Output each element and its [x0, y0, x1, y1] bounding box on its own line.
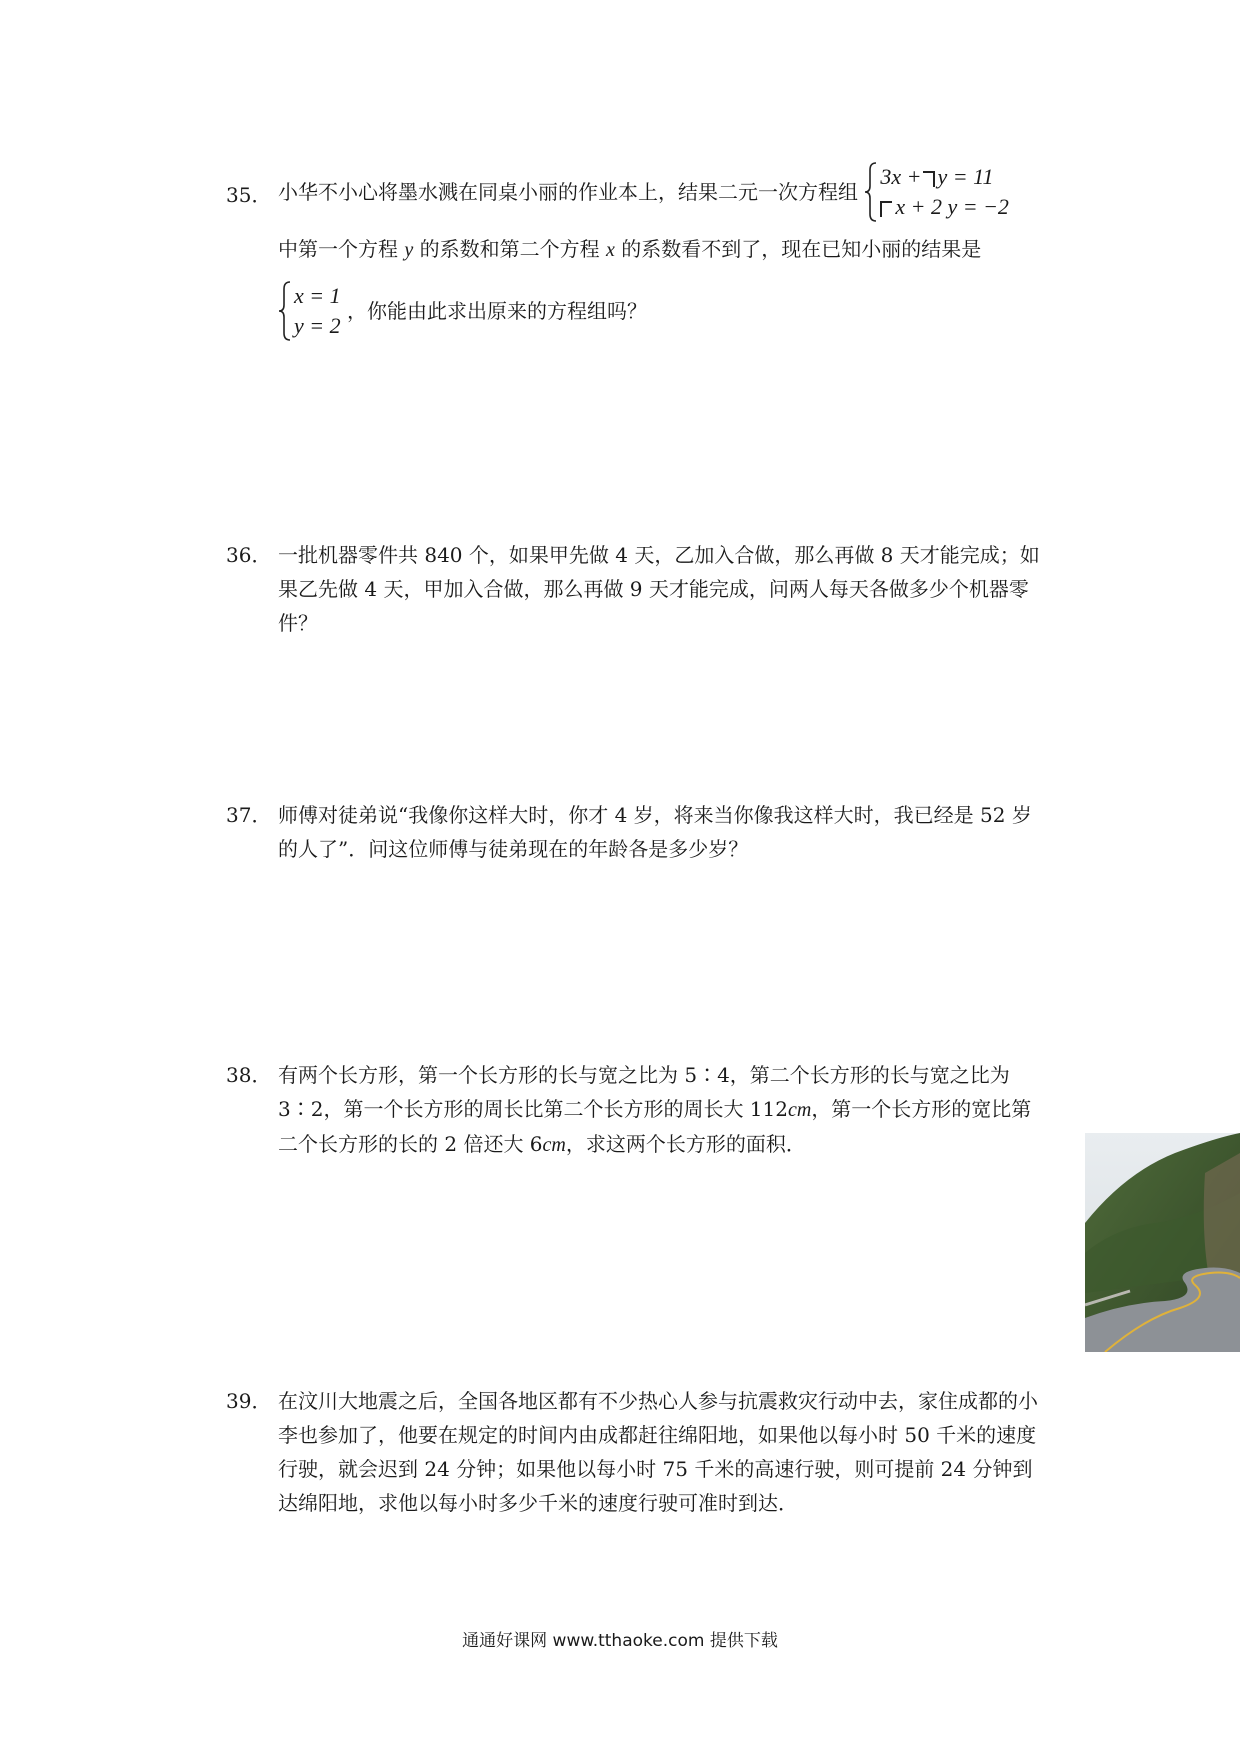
- problem-line: [278, 162, 1046, 228]
- road-image-icon: [1085, 1133, 1240, 1352]
- problem-text: 在汶川大地震之后，全国各地区都有不少热心人参与抗震救灾行动中去，家住成都的小李也参加了，他要在规定的时间内由成都赶往绵阳地，如果他以每小时 50 千米的速度行驶，就会迟到 24 分钟；如果他以每小时 75 千米的高速行驶，则可提前 24 分钟到达绵阳地，求他以每小时多少千米的速度行驶可准时到达．: [278, 1389, 1038, 1515]
- equation-part: y = 11: [937, 164, 994, 189]
- problem-text: ，求这两个长方形的面积．: [565, 1132, 806, 1156]
- problem-text: 师傅对徒弟说“我像你这样大时，你才 4 岁，将来当你像我这样大时，我已经是 52 岁的人了”．问这位师傅与徒弟现在的年龄各是多少岁？: [278, 803, 1032, 861]
- problem-35: [226, 162, 1046, 347]
- problem-number: 37．: [226, 803, 272, 827]
- ink-stain-mark: [923, 171, 935, 187]
- problem-text: 一批机器零件共 840 个，如果甲先做 4 天，乙加入合做，那么再做 8 天才能完成；如果乙先做 4 天，甲加入合做，那么再做 9 天才能完成，问两人每天各做多少个机器零件？: [278, 543, 1040, 635]
- problem-text: 小华不小心将墨水溅在同桌小丽的作业本上，结果二元一次方程组: [278, 180, 858, 204]
- problem-text: 有两个长方形，第一个长方形的长与宽之比为 5∶4，第二个长方形的长与宽之比为 3∶2，第一个长方形的周长比第二个长方形的周长大 112: [278, 1063, 1010, 1121]
- problem-text: ，你能由此求出原来的方程组吗？: [346, 299, 647, 323]
- equation-line: [880, 192, 1009, 222]
- footer: 通通好课网 www.tthaoke.com 提供下载: [462, 1631, 778, 1651]
- problem-text: 的系数和第二个方程: [413, 237, 606, 261]
- mountain-road-photo: [1085, 1133, 1240, 1352]
- problem-37: [226, 798, 1046, 866]
- problem-number: 36．: [226, 543, 272, 567]
- problem-39: [226, 1384, 1046, 1520]
- problem-line: [278, 281, 1046, 347]
- ink-stain-mark: [880, 201, 892, 217]
- brace-icon: [278, 281, 292, 341]
- unit: cm: [542, 1134, 566, 1156]
- problem-body: [278, 1058, 1046, 1162]
- problem-36: [226, 538, 1046, 640]
- equation-line: [880, 162, 1009, 192]
- equation-line: x = 1: [294, 283, 341, 308]
- problem-38: [226, 1058, 1046, 1162]
- unit: cm: [787, 1099, 812, 1121]
- brace-icon: [864, 162, 878, 222]
- problem-text: 的系数看不到了，现在已知小丽的结果是: [614, 237, 982, 261]
- problem-text: 中第一个方程: [278, 237, 405, 261]
- variable: y: [404, 239, 414, 261]
- problem-number: 38．: [226, 1063, 272, 1087]
- equation-part: x + 2 y = −2: [895, 194, 1009, 219]
- problem-number: 39．: [226, 1389, 272, 1413]
- problem-text: ，第一个长方形的宽比第二个长方形的长的 2 倍还大 6: [278, 1097, 1032, 1156]
- variable: x: [605, 239, 615, 261]
- equation-line: y = 2: [294, 313, 341, 338]
- problem-body: [278, 162, 1046, 347]
- equation-part: 3x +: [880, 164, 922, 189]
- solution-system: [278, 281, 341, 341]
- problem-line: [278, 232, 1046, 267]
- equation-system: [864, 162, 1009, 222]
- problem-number: 35．: [226, 183, 272, 207]
